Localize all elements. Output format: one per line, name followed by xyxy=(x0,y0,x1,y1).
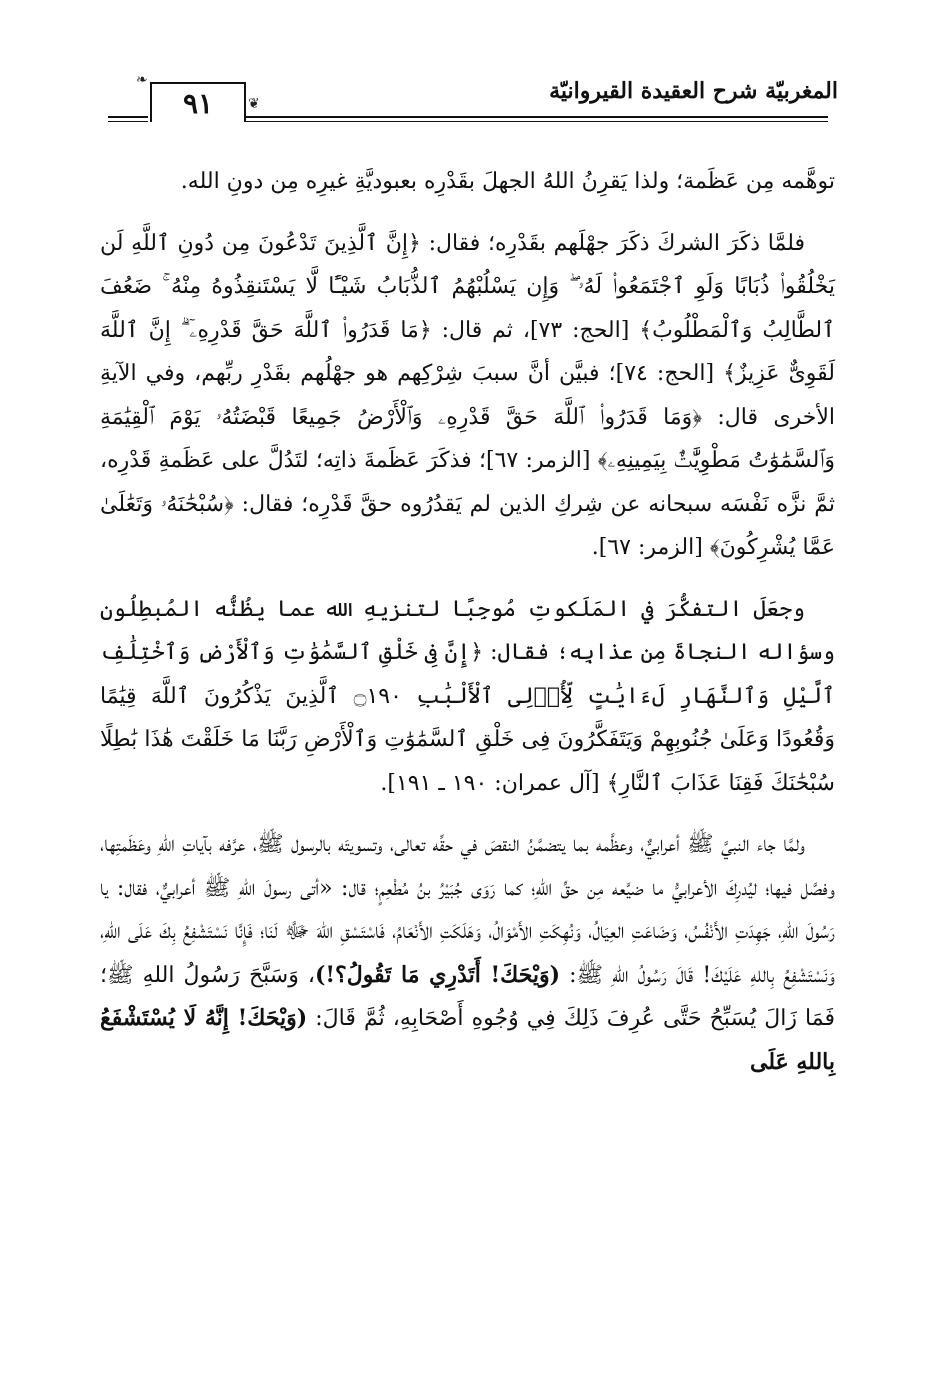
paragraph: وجعَلَ التفكُّرَ في المَلَكوتِ مُوجِبًا لتنزيهِ الله عما يظُنُّه المُبطِلُون وسؤاله النجاةَ مِن عذابِه؛ فقال: ﴿إِنَّ فِى خَلْقِ ٱلسَّمَٰوَٰتِ وَٱلْأَرْضِ وَٱخْتِلَٰفِ ٱلَّيْلِ وَٱلنَّهَارِ لَءَايَٰتٍ لِّأُو۟لِى ٱلْأَلْبَٰبِ ۝١٩٠ ٱلَّذِينَ يَذْكُرُونَ ٱللَّهَ قِيَٰمًا وَقُعُودًا وَعَلَىٰ جُنُوبِهِمْ وَيَتَفَكَّرُونَ فِى خَلْقِ ٱلسَّمَٰوَٰتِ وَٱلْأَرْضِ رَبَّنَا مَا خَلَقْتَ هَٰذَا بَٰطِلًا سُبْحَٰنَكَ فَقِنَا عَذَابَ ٱلنَّارِ﴾ [آل عمران: ١٩٠ ـ ١٩١]. xyxy=(100,596,836,796)
ornament-icon: ❧ xyxy=(136,72,148,88)
header-rule xyxy=(108,116,148,118)
header-rule xyxy=(246,116,828,118)
paragraph xyxy=(100,823,835,1084)
page-number: ٩١ xyxy=(150,82,246,122)
hadith-quote: (وَيْحَكَ! إِنَّهُ لَا يُسْتَشْفَعُ بِاللهِ عَلَى xyxy=(100,1005,835,1075)
ornament-icon: ❦ xyxy=(248,96,260,112)
body-text xyxy=(100,160,835,1102)
hadith-quote: (وَيْحَكَ! أَتَدْرِي مَا تَقُولُ؟!) xyxy=(314,961,561,988)
paragraph: فلمَّا ذكَرَ الشركَ ذكَرَ جهْلَهم بقَدْرِه؛ فقال: ﴿إِنَّ ٱلَّذِينَ تَدْعُونَ مِن دُونِ ٱللَّهِ لَن يَخْلُقُوا۟ ذُبَابًا وَلَوِ ٱجْتَمَعُوا۟ لَهُۥ ۖ وَإِن يَسْلُبْهُمُ ٱلذُّبَابُ شَيْـًٔا لَّا يَسْتَنقِذُوهُ مِنْهُ ۚ ضَعُفَ ٱلطَّالِبُ وَٱلْمَطْلُوبُ﴾ [الحج: ٧٣]، ثم قال: ﴿مَا قَدَرُوا۟ ٱللَّهَ حَقَّ قَدْرِهِۦٓ ۗ إِنَّ ٱللَّهَ لَقَوِىٌّ عَزِيزٌ﴾ [الحج: ٧٤]؛ فبيَّن أنَّ سببَ شِرْكِهم هو جهْلُهم بقَدْرِ ربِّهم، وفي الآيةِ الأخرى قال: ﴿وَمَا قَدَرُوا۟ ٱللَّهَ حَقَّ قَدْرِهِۦ وَٱلْأَرْضُ جَمِيعًا قَبْضَتُهُۥ يَوْمَ ٱلْقِيَٰمَةِ وَٱلسَّمَٰوَٰتُ مَطْوِيَّٰتٌۢ بِيَمِينِهِۦ﴾ [الزمر: ٦٧]؛ فذكَرَ عَظَمةَ ذاتِه؛ لتَدُلَّ على عَظَمةِ قَدْرِه، ثمَّ نزَّه نَفْسَه سبحانه عن شِركِ الذين لم يَقدُرُوه حقَّ قَدْرِه؛ فقال: ﴿سُبْحَٰنَهُۥ وَتَعَٰلَىٰ عَمَّا يُشْرِكُونَ﴾ [الزمر: ٦٧]. xyxy=(100,230,835,560)
paragraph-text: ، وَسَبَّحَ رَسُولُ اللهِ ﷺ؛ فَمَا زَالَ يُسَبِّحُ حَتَّى عُرِفَ ذَلِكَ فِي وُجُوهِ أَصْحَابِهِ، ثُمَّ قَالَ: xyxy=(100,962,835,1031)
book-title: المغربيّة شرح العقيدة القيروانيّة xyxy=(549,78,838,104)
paragraph: توهَّمه مِن عَظَمة؛ ولذا يَقرِنُ اللهُ الجهلَ بقَدْرِه بعبوديَّةِ غيرِه مِن دونِ الله. xyxy=(180,169,835,194)
paragraph-text: ولمَّا جاء النبيَّ ﷺ أعرابيٌّ، وعظَّمه بما يتضمَّنُ النقصَ في حقِّه تعالى، وتسويتَه بالرسول ﷺ، عرَّفه بآياتِ اللهِ وعَظَمتِها، وفصَّل فيها؛ ليُدرِكَ الأعرابيُّ ما ضيَّعه مِن حقِّ اللهِ؛ كما رَوَى جُبَيْرُ بنُ مُطْعِمٍ؛ قال: «أتى رسولَ اللهِ ﷺ أعرابيٌّ، فقال: يا رَسُولَ اللهِ، جَهِدَتِ الأَنْفُسُ، وَضَاعَتِ العِيَالُ، وَنُهِكَتِ الأَمْوَالُ، وَهَلَكَتِ الأَنْعَامُ، فَاسْتَسْقِ اللهَ ﷻ لَنَا؛ فَإِنَّا نَسْتَشْفِعُ بِكَ عَلَى اللهِ، وَنَسْتَشْفِعُ بِاللهِ عَلَيْكَ! قَالَ رَسُولُ اللهِ ﷺ: xyxy=(100,832,836,988)
running-header xyxy=(128,72,838,124)
header-rule xyxy=(108,121,148,122)
header-rule xyxy=(246,121,828,122)
